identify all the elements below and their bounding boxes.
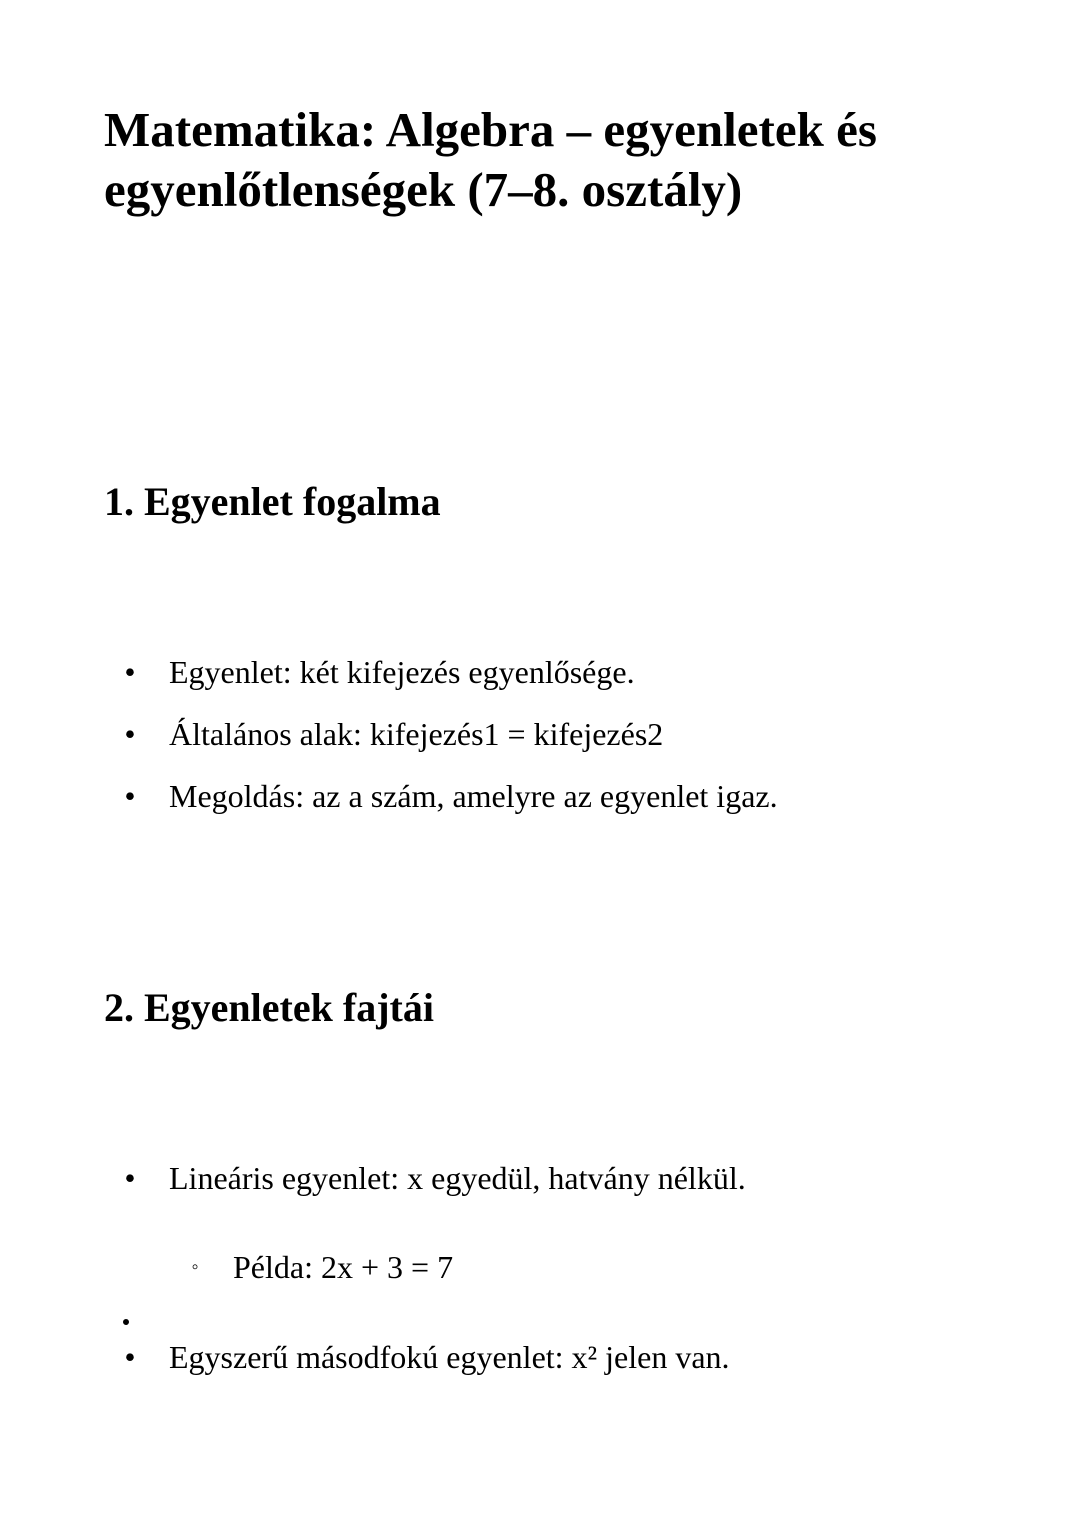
bullet-icon: • (124, 1339, 136, 1375)
section-heading: 2. Egyenletek fajtái (104, 985, 434, 1030)
list-item-text: Egyszerű másodfokú egyenlet: x² jelen van. (169, 1339, 730, 1375)
page-title: Matematika: Algebra – egyenletek és egyenlőtlenségek (7–8. osztály) (104, 102, 877, 217)
bullet-icon: • (124, 1160, 136, 1196)
list-item-text: Példa: 2x + 3 = 7 (233, 1249, 454, 1285)
bullet-icon: • (124, 778, 136, 814)
section-heading: 1. Egyenlet fogalma (104, 479, 441, 524)
list-item-text: Egyenlet: két kifejezés egyenlősége. (169, 654, 635, 690)
empty-list-item-bullet-icon (123, 1319, 129, 1325)
bullet-icon: • (124, 716, 136, 752)
bullet-icon: • (124, 654, 136, 690)
list-item-text: Általános alak: kifejezés1 = kifejezés2 (169, 716, 664, 752)
hollow-bullet-icon: ◦ (191, 1256, 199, 1278)
list-item-text: Megoldás: az a szám, amelyre az egyenlet igaz. (169, 778, 778, 814)
list-item-text: Lineáris egyenlet: x egyedül, hatvány nélkül. (169, 1160, 746, 1196)
